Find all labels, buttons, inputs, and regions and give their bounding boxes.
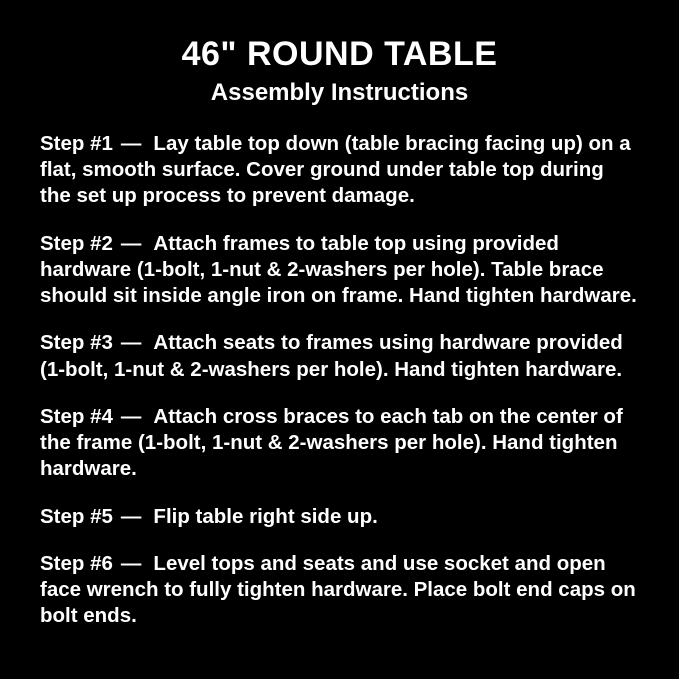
page-subtitle: Assembly Instructions — [210, 79, 469, 107]
page-title: 46" ROUND TABLE — [181, 35, 498, 73]
step-5-dash: — — [120, 504, 142, 528]
step-1-label: Step #1 — [40, 131, 113, 155]
steps-list — [40, 131, 639, 630]
step-3-text: Attach seats to frames using hardware provided (1-bolt, 1-nut & 2-washers per hole). Hand tighten hardware. — [40, 331, 623, 381]
step-3-dash: — — [120, 331, 142, 355]
step-1-text: Lay table top down (table bracing facing up) on a flat, smooth surface. Cover ground under table top during the set up process to prevent damage. — [40, 131, 631, 208]
step-6 — [40, 551, 639, 630]
step-5-label: Step #5 — [40, 504, 113, 528]
step-2-text: Attach frames to table top using provided hardware (1-bolt, 1-nut & 2-washers per hole). Table brace should sit inside angle iron on frame. Hand tighten hardware. — [40, 231, 637, 308]
step-6-dash: — — [120, 551, 142, 575]
step-5 — [40, 504, 639, 530]
step-4 — [40, 404, 639, 483]
step-2-label: Step #2 — [40, 231, 113, 255]
step-4-label: Step #4 — [40, 404, 113, 428]
step-4-text: Attach cross braces to each tab on the center of the frame (1-bolt, 1-nut & 2-washers per hole). Hand tighten hardware. — [40, 404, 623, 481]
step-1-dash: — — [120, 131, 142, 155]
step-1 — [40, 131, 639, 210]
step-5-text: Flip table right side up. — [153, 504, 378, 528]
step-6-text: Level tops and seats and use socket and open face wrench to fully tighten hardware. Place bolt end caps on bolt ends. — [40, 551, 636, 628]
step-6-label: Step #6 — [40, 551, 113, 575]
step-3 — [40, 330, 639, 382]
step-2-dash: — — [120, 231, 142, 255]
step-4-dash: — — [120, 404, 142, 428]
step-2 — [40, 231, 639, 310]
step-3-label: Step #3 — [40, 331, 113, 355]
